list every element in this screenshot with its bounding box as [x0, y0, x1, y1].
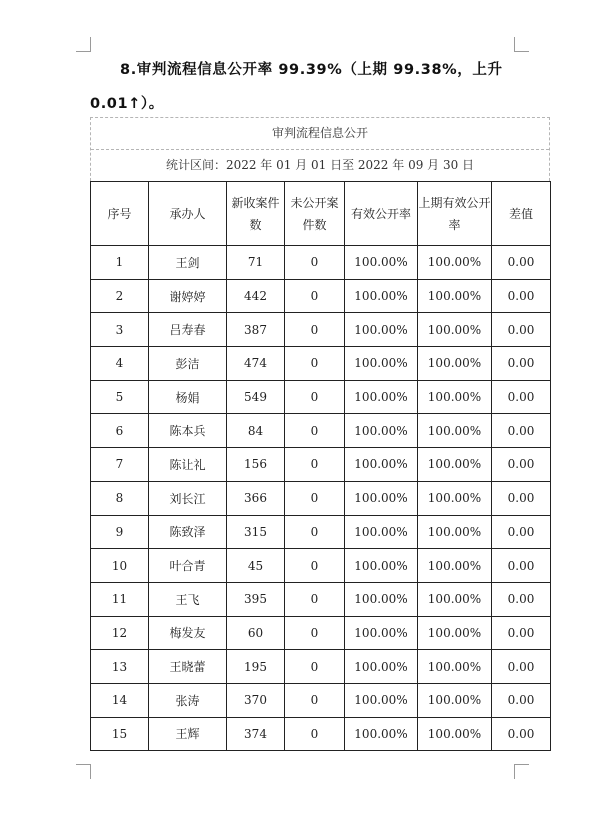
cell-handler: 王辉: [149, 717, 227, 751]
cell-diff: 0.00: [492, 380, 551, 414]
table-row: [91, 717, 551, 751]
cell-prev-rate: 100.00%: [418, 717, 492, 751]
cell-index: 2: [91, 279, 149, 313]
cell-prev-rate: 100.00%: [418, 347, 492, 381]
cell-undisclosed: 0: [285, 448, 345, 482]
table-row: [91, 414, 551, 448]
cell-rate: 100.00%: [345, 616, 418, 650]
cell-rate: 100.00%: [345, 515, 418, 549]
cell-undisclosed: 0: [285, 313, 345, 347]
table-row: [91, 616, 551, 650]
col-header-diff: 差值: [492, 182, 551, 246]
cell-new-cases: 549: [227, 380, 285, 414]
cell-prev-rate: 100.00%: [418, 279, 492, 313]
cell-diff: 0.00: [492, 616, 551, 650]
table-row: [91, 549, 551, 583]
cell-prev-rate: 100.00%: [418, 650, 492, 684]
cell-new-cases: 387: [227, 313, 285, 347]
section-heading-line2: 0.01↑）。: [90, 96, 164, 112]
cell-handler: 吕寿春: [149, 313, 227, 347]
cell-prev-rate: 100.00%: [418, 246, 492, 280]
cell-handler: 叶合青: [149, 549, 227, 583]
cell-rate: 100.00%: [345, 246, 418, 280]
cell-index: 13: [91, 650, 149, 684]
cell-diff: 0.00: [492, 414, 551, 448]
cell-undisclosed: 0: [285, 582, 345, 616]
cell-index: 7: [91, 448, 149, 482]
cell-index: 14: [91, 683, 149, 717]
cell-diff: 0.00: [492, 279, 551, 313]
table-row: [91, 515, 551, 549]
col-header-undisclosed: 未公开案件数: [285, 182, 345, 246]
cell-diff: 0.00: [492, 717, 551, 751]
cell-diff: 0.00: [492, 515, 551, 549]
cell-undisclosed: 0: [285, 481, 345, 515]
cell-index: 1: [91, 246, 149, 280]
cell-undisclosed: 0: [285, 414, 345, 448]
table-title: 审判流程信息公开: [91, 118, 549, 150]
table-row: [91, 246, 551, 280]
cell-index: 3: [91, 313, 149, 347]
cell-prev-rate: 100.00%: [418, 414, 492, 448]
cell-handler: 陈致泽: [149, 515, 227, 549]
cell-handler: 王晓蕾: [149, 650, 227, 684]
disclosure-table: [90, 181, 551, 751]
cell-handler: 彭洁: [149, 347, 227, 381]
cell-diff: 0.00: [492, 313, 551, 347]
cell-new-cases: 45: [227, 549, 285, 583]
cell-index: 4: [91, 347, 149, 381]
cell-diff: 0.00: [492, 549, 551, 583]
cell-undisclosed: 0: [285, 683, 345, 717]
cell-diff: 0.00: [492, 650, 551, 684]
cell-undisclosed: 0: [285, 549, 345, 583]
cell-handler: 刘长江: [149, 481, 227, 515]
cell-new-cases: 366: [227, 481, 285, 515]
col-header-handler: 承办人: [149, 182, 227, 246]
cell-rate: 100.00%: [345, 650, 418, 684]
cell-prev-rate: 100.00%: [418, 582, 492, 616]
cell-undisclosed: 0: [285, 515, 345, 549]
col-header-prev-rate: 上期有效公开率: [418, 182, 492, 246]
cell-index: 5: [91, 380, 149, 414]
cell-rate: 100.00%: [345, 414, 418, 448]
cell-new-cases: 71: [227, 246, 285, 280]
cell-index: 11: [91, 582, 149, 616]
cell-rate: 100.00%: [345, 549, 418, 583]
cell-new-cases: 315: [227, 515, 285, 549]
cell-new-cases: 156: [227, 448, 285, 482]
cell-index: 9: [91, 515, 149, 549]
cell-handler: 张涛: [149, 683, 227, 717]
cell-handler: 梅发友: [149, 616, 227, 650]
cell-handler: 王剑: [149, 246, 227, 280]
cell-new-cases: 370: [227, 683, 285, 717]
cell-rate: 100.00%: [345, 481, 418, 515]
cell-prev-rate: 100.00%: [418, 448, 492, 482]
cell-prev-rate: 100.00%: [418, 481, 492, 515]
cell-undisclosed: 0: [285, 246, 345, 280]
cell-diff: 0.00: [492, 347, 551, 381]
cell-new-cases: 195: [227, 650, 285, 684]
cell-handler: 谢婷婷: [149, 279, 227, 313]
table-row: [91, 650, 551, 684]
cell-diff: 0.00: [492, 481, 551, 515]
cell-undisclosed: 0: [285, 279, 345, 313]
cell-rate: 100.00%: [345, 582, 418, 616]
table-period: 统计区间：2022 年 01 月 01 日至 2022 年 09 月 30 日: [165, 158, 475, 172]
cell-handler: 陈本兵: [149, 414, 227, 448]
crop-mark-bottom-left: [76, 764, 91, 779]
table-row: [91, 481, 551, 515]
cell-rate: 100.00%: [345, 717, 418, 751]
disclosure-table-container: [90, 117, 550, 751]
cell-index: 12: [91, 616, 149, 650]
section-heading-line1: 8.审判流程信息公开率 99.39%（上期 99.38%，上升: [120, 62, 503, 78]
table-row: [91, 347, 551, 381]
table-body: [91, 246, 551, 751]
crop-mark-bottom-right: [514, 764, 529, 779]
cell-new-cases: 474: [227, 347, 285, 381]
cell-index: 15: [91, 717, 149, 751]
cell-new-cases: 84: [227, 414, 285, 448]
cell-undisclosed: 0: [285, 650, 345, 684]
cell-undisclosed: 0: [285, 616, 345, 650]
cell-undisclosed: 0: [285, 380, 345, 414]
cell-index: 6: [91, 414, 149, 448]
cell-diff: 0.00: [492, 246, 551, 280]
cell-new-cases: 442: [227, 279, 285, 313]
cell-new-cases: 60: [227, 616, 285, 650]
table-row: [91, 313, 551, 347]
crop-mark-top-left: [76, 37, 91, 52]
col-header-new-cases: 新收案件数: [227, 182, 285, 246]
cell-prev-rate: 100.00%: [418, 616, 492, 650]
table-row: [91, 380, 551, 414]
cell-rate: 100.00%: [345, 448, 418, 482]
cell-rate: 100.00%: [345, 279, 418, 313]
table-row: [91, 683, 551, 717]
cell-index: 8: [91, 481, 149, 515]
cell-new-cases: 374: [227, 717, 285, 751]
col-header-index: 序号: [91, 182, 149, 246]
table-row: [91, 448, 551, 482]
col-header-rate: 有效公开率: [345, 182, 418, 246]
crop-mark-top-right: [514, 37, 529, 52]
cell-rate: 100.00%: [345, 683, 418, 717]
cell-diff: 0.00: [492, 582, 551, 616]
cell-new-cases: 395: [227, 582, 285, 616]
cell-prev-rate: 100.00%: [418, 515, 492, 549]
cell-rate: 100.00%: [345, 313, 418, 347]
table-header-row: [91, 182, 551, 246]
cell-prev-rate: 100.00%: [418, 380, 492, 414]
table-caption-box: [90, 117, 550, 181]
cell-prev-rate: 100.00%: [418, 549, 492, 583]
cell-diff: 0.00: [492, 448, 551, 482]
table-row: [91, 582, 551, 616]
cell-undisclosed: 0: [285, 347, 345, 381]
cell-handler: 陈让礼: [149, 448, 227, 482]
cell-index: 10: [91, 549, 149, 583]
cell-diff: 0.00: [492, 683, 551, 717]
cell-undisclosed: 0: [285, 717, 345, 751]
table-row: [91, 279, 551, 313]
cell-handler: 王飞: [149, 582, 227, 616]
cell-handler: 杨娟: [149, 380, 227, 414]
cell-prev-rate: 100.00%: [418, 683, 492, 717]
cell-rate: 100.00%: [345, 380, 418, 414]
cell-rate: 100.00%: [345, 347, 418, 381]
cell-prev-rate: 100.00%: [418, 313, 492, 347]
